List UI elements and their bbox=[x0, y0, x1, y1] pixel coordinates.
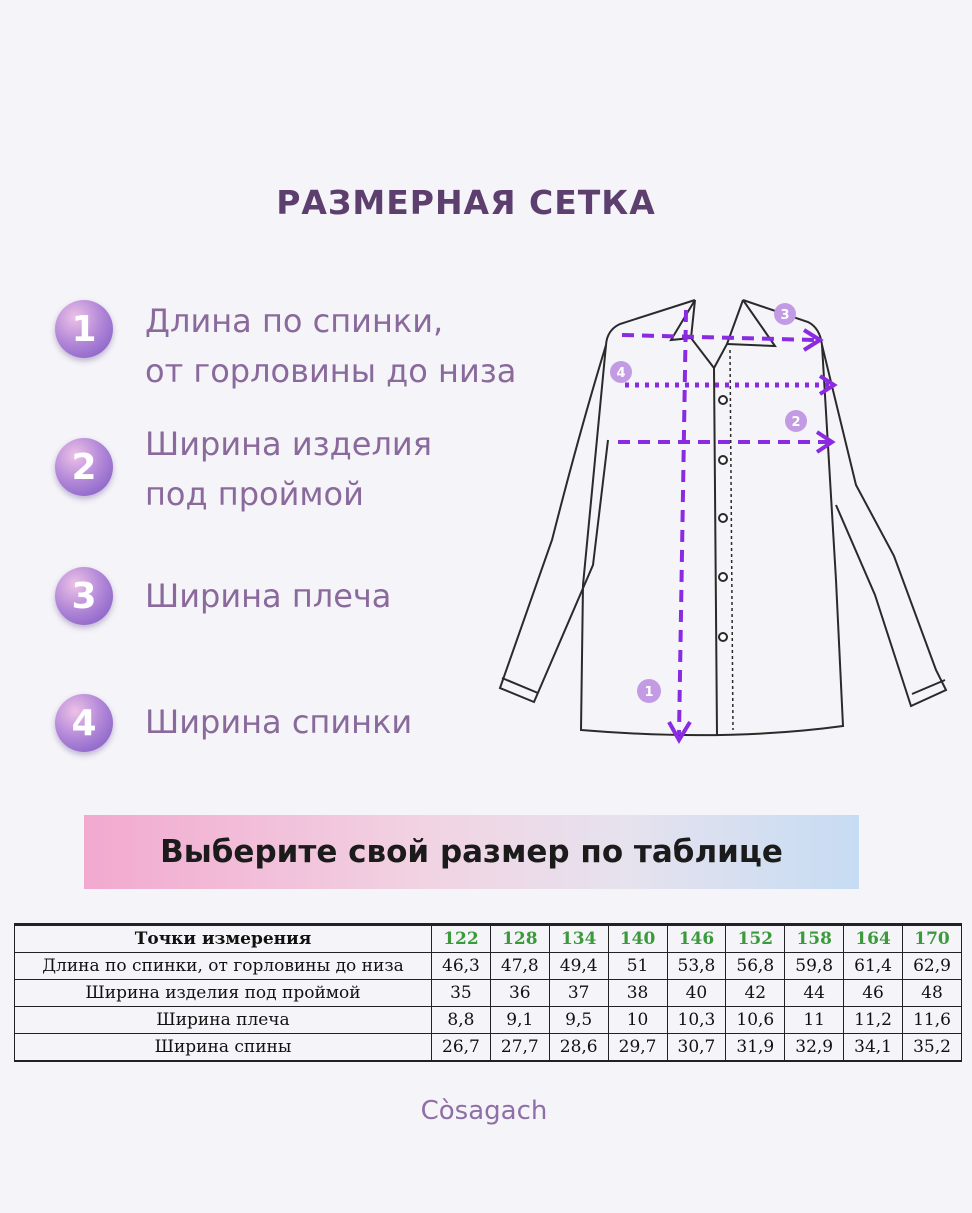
cell: 38 bbox=[608, 980, 667, 1007]
size-table-wrap bbox=[14, 913, 962, 1062]
measure-badge-3: 3 bbox=[55, 567, 113, 625]
measure-1-line1: Длина по спинки, bbox=[145, 302, 444, 340]
marker-2: 2 bbox=[791, 415, 801, 430]
table-row bbox=[15, 1034, 962, 1062]
table-row bbox=[15, 953, 962, 980]
marker-4: 4 bbox=[616, 366, 626, 381]
cell: 29,7 bbox=[608, 1034, 667, 1062]
size-164: 164 bbox=[844, 926, 903, 953]
marker-1: 1 bbox=[644, 685, 654, 700]
cell: 51 bbox=[608, 953, 667, 980]
size-152: 152 bbox=[726, 926, 785, 953]
measure-2-text bbox=[145, 419, 432, 519]
cell: 26,7 bbox=[432, 1034, 491, 1062]
shirt-diagram bbox=[490, 290, 960, 760]
cell: 35,2 bbox=[903, 1034, 962, 1062]
cell: 28,6 bbox=[549, 1034, 608, 1062]
cell: 53,8 bbox=[667, 953, 726, 980]
shirt-buttons bbox=[719, 396, 727, 641]
measure-2-line2: под проймой bbox=[145, 475, 364, 513]
row-label: Ширина плеча bbox=[15, 1007, 432, 1034]
cell: 10,6 bbox=[726, 1007, 785, 1034]
measure-1-line2: от горловины до низа bbox=[145, 352, 517, 390]
size-170: 170 bbox=[903, 926, 962, 953]
cell: 10 bbox=[608, 1007, 667, 1034]
cell: 46 bbox=[844, 980, 903, 1007]
size-158: 158 bbox=[785, 926, 844, 953]
header-label: Точки измерения bbox=[15, 926, 432, 953]
row-label: Ширина изделия под проймой bbox=[15, 980, 432, 1007]
size-122: 122 bbox=[432, 926, 491, 953]
length-line bbox=[679, 310, 686, 735]
cell: 36 bbox=[490, 980, 549, 1007]
diagram-markers bbox=[610, 303, 807, 703]
choose-size-banner bbox=[84, 815, 859, 889]
cell: 9,1 bbox=[490, 1007, 549, 1034]
cell: 11,2 bbox=[844, 1007, 903, 1034]
table-header-row bbox=[15, 926, 962, 953]
table-row bbox=[15, 980, 962, 1007]
cell: 32,9 bbox=[785, 1034, 844, 1062]
cell: 49,4 bbox=[549, 953, 608, 980]
cell: 37 bbox=[549, 980, 608, 1007]
measure-1-text bbox=[145, 296, 516, 396]
cell: 59,8 bbox=[785, 953, 844, 980]
cell: 31,9 bbox=[726, 1034, 785, 1062]
cell: 8,8 bbox=[432, 1007, 491, 1034]
banner-text: Выберите свой размер по таблице bbox=[160, 834, 783, 870]
cell: 56,8 bbox=[726, 953, 785, 980]
size-146: 146 bbox=[667, 926, 726, 953]
cell: 30,7 bbox=[667, 1034, 726, 1062]
cell: 34,1 bbox=[844, 1034, 903, 1062]
cell: 44 bbox=[785, 980, 844, 1007]
marker-3: 3 bbox=[780, 308, 790, 323]
size-134: 134 bbox=[549, 926, 608, 953]
measure-3-text: Ширина плеча bbox=[145, 577, 392, 615]
table-row bbox=[15, 1007, 962, 1034]
cell: 40 bbox=[667, 980, 726, 1007]
cell: 47,8 bbox=[490, 953, 549, 980]
size-140: 140 bbox=[608, 926, 667, 953]
cell: 35 bbox=[432, 980, 491, 1007]
cell: 48 bbox=[903, 980, 962, 1007]
cell: 61,4 bbox=[844, 953, 903, 980]
measure-badge-1: 1 bbox=[55, 300, 113, 358]
cell: 46,3 bbox=[432, 953, 491, 980]
measure-2-line1: Ширина изделия bbox=[145, 425, 432, 463]
cell: 27,7 bbox=[490, 1034, 549, 1062]
table-top-rule bbox=[14, 913, 962, 925]
size-table bbox=[14, 925, 962, 1062]
cell: 62,9 bbox=[903, 953, 962, 980]
measure-4-text: Ширина спинки bbox=[145, 703, 413, 741]
cell: 42 bbox=[726, 980, 785, 1007]
cell: 9,5 bbox=[549, 1007, 608, 1034]
measure-badge-4: 4 bbox=[55, 694, 113, 752]
row-label: Длина по спинки, от горловины до низа bbox=[15, 953, 432, 980]
cell: 11 bbox=[785, 1007, 844, 1034]
row-label: Ширина спины bbox=[15, 1034, 432, 1062]
brand-logo: Còsagach bbox=[420, 1096, 548, 1126]
cell: 10,3 bbox=[667, 1007, 726, 1034]
measure-badge-2: 2 bbox=[55, 438, 113, 496]
size-128: 128 bbox=[490, 926, 549, 953]
cell: 11,6 bbox=[903, 1007, 962, 1034]
page-title: РАЗМЕРНАЯ СЕТКА bbox=[276, 183, 656, 222]
shoulder-line bbox=[622, 335, 815, 340]
measure-lines bbox=[618, 310, 834, 740]
